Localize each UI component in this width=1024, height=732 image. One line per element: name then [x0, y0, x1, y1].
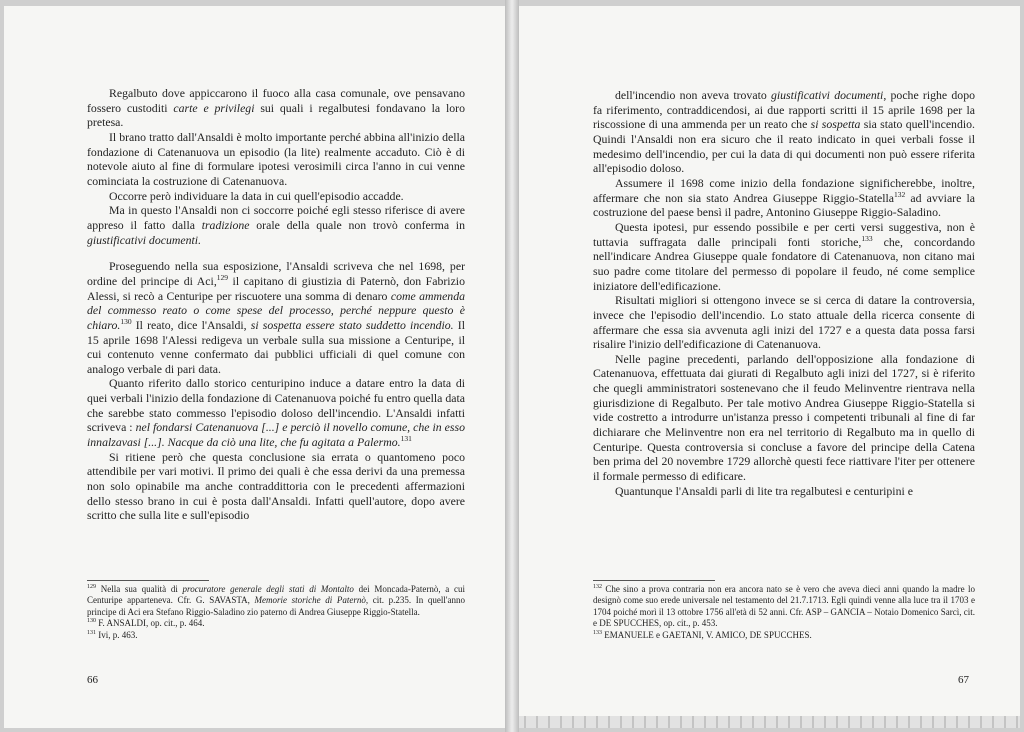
text-run: ad avviare la costruzione del paese bensì il padre, Antonino Giuseppe Riggio-Saladino.: [593, 190, 975, 220]
paragraph: [87, 86, 465, 130]
text-run: Ivi, p. 463.: [96, 629, 138, 640]
text-run: Quantunque l'Ansaldi parli di lite tra regalbutesi e centuripini e: [615, 483, 913, 498]
text-run: sui quali i regalbutesi fondavano la loro pretesa.: [87, 100, 465, 130]
footnote-ref: 132: [894, 189, 906, 199]
paragraph: [593, 484, 975, 499]
text-run: orale della quale non trovò conferma in: [249, 217, 465, 232]
paragraph: [87, 630, 465, 641]
text-run: che, concordando nell'indicare Andrea Giuseppe quale fondatore di Catenanuova, non citano mai suo padre come titolare del permesso di popolare il feudo, né come semplice iniziatore dell'edificazione.: [593, 234, 975, 293]
text-run: Ma in questo l'Ansaldi non ci soccorre poiché egli stesso riferisce di avere appreso il fatto dalla: [87, 203, 465, 232]
page-number-left: 66: [87, 674, 98, 686]
book-gutter: [505, 0, 519, 732]
text-run: , poche righe dopo fa riferimento, contraddicendosi, ai due rapporti scritti il 15 aprile 1698 per la riscossione di una ammenda per un reato che: [593, 88, 975, 132]
italic-run: procuratore generale degli stati di Montalto: [182, 584, 354, 594]
paragraph: [87, 259, 465, 376]
text-run: Quanto riferito dallo storico centuripino induce a datare entro la data di quei verbali l'inizio della fondazione di Catenanuova poiché fu entro quella data che sarebbe stato commesso l'episodio doloso dell'incendio. L'Ansaldi infatti scriveva :: [87, 376, 465, 435]
text-run: EMANUELE e GAETANI, V. AMICO, DE SPUCCHES.: [602, 629, 812, 640]
text-run: Proseguendo nella sua esposizione, l'Ansaldi scriveva che nel 1698, per ordine del principe di Aci,: [87, 259, 465, 288]
footnote-ref: 132: [593, 584, 602, 590]
text-run: Questa ipotesi, pur essendo possibile e per certi versi suggestiva, non è tuttavia suffragata dalle principali fonti storiche,: [593, 219, 975, 249]
right-body-text: [593, 88, 975, 498]
paragraph: [87, 376, 465, 449]
left-footnotes: [87, 584, 465, 641]
text-run: F. ANSALDI, op. cit., p. 464.: [96, 618, 205, 629]
footnote-divider: [593, 580, 715, 581]
text-run: Il reato, dice l'Ansaldi,: [131, 317, 251, 332]
italic-run: tradizione: [201, 217, 250, 232]
page-number-right: 67: [958, 674, 969, 686]
footnote-ref: 131: [87, 629, 96, 636]
paragraph: [87, 450, 465, 523]
paragraph: [593, 352, 975, 484]
italic-run: Memorie storiche di Paternò: [254, 595, 366, 606]
left-body-text: [87, 86, 465, 523]
text-run: dei Moncada-Paternò, a cui Centuripe apparteneva. Cfr. G. SAVASTA,: [87, 584, 465, 606]
footnote-ref: 129: [216, 272, 229, 282]
text-run: Nella sua qualità di: [96, 584, 183, 594]
text-run: Il 15 aprile 1698 l'Alessi redigeva un verbale sulla sua missione a Centuripe, il cui contenuto venne confermato dai pubblici ufficiali di quel comune con analogo verbale di pari data.: [87, 317, 466, 376]
text-run: Si ritiene però che questa conclusione sia errata o quantomeno poco attendibile per vari motivi. Il primo dei quali è che essa derivi da una premessa non solo opinabile ma anche contraddittoria con le precedenti affermazioni dello stesso brano in cui è posta dall'Ansaldi. Infatti quell'autore, dopo avere scritto che sulla lite e sull'episodio: [87, 449, 465, 523]
text-run: Assumere il 1698 come inizio della fondazione significherebbe, inoltre, affermare che non sia stato Andrea Giuseppe Riggio-Statella: [593, 175, 975, 205]
paragraph: [87, 584, 465, 618]
footnote-ref: 130: [87, 618, 96, 625]
left-page: [4, 6, 510, 728]
italic-run: si sospetta essere stato suddetto incendio.: [250, 317, 454, 332]
paragraph: [87, 618, 465, 629]
text-run: Risultati migliori si ottengono invece se si cerca di datare la controversia, invece che l'episodio dell'incendio. Lo stato attuale della ricerca consente di affermare che essa sia avvenuta agli inizi del 1727 e a questa data possa farsi risalire l'inizio dell'edificazione di Catenanuova.: [593, 293, 975, 352]
paragraph: [87, 203, 465, 247]
right-page: [514, 6, 1020, 728]
paragraph: [593, 630, 975, 641]
text-run: il capitano di giustizia di Paternò, don Fabrizio Alessi, si recò a Centuripe per riscuotere una somma di denaro: [87, 273, 465, 303]
footnote-ref: 133: [593, 629, 602, 636]
footnote-ref: 130: [120, 316, 132, 326]
italic-run: nel fondarsi Catenanuova [...] e perciò il novello comune, che in esso innalzavasi [...]. Nacque da ciò una lite, che fu agitata a Palermo.: [87, 420, 465, 450]
paragraph: [593, 88, 975, 176]
text-run: dell'incendio non aveva trovato: [615, 88, 771, 102]
paragraph: [87, 189, 465, 204]
italic-run: giustificativi documenti.: [87, 232, 202, 247]
italic-run: si sospetta: [810, 117, 861, 132]
text-run: Regalbuto dove appiccarono il fuoco alla casa comunale, ove pensavano fossero custoditi: [87, 86, 465, 115]
scan-edge-strip: [514, 716, 1020, 728]
footnote-ref: 129: [87, 584, 96, 590]
right-footnotes: [593, 584, 975, 641]
text-run: Nelle pagine precedenti, parlando dell'opposizione alla fondazione di Catenanuova, effettuata dai giurati di Regalbuto agli inizi del 1727, si è riferito che quegli amministratori sostenevano che il feudo Melinventre rientrava nella giurisdizione di Regalbuto. Per tale motivo Andrea Giuseppe Riggio-Statella si vide costretto a introdurre un'istanza presso i competenti tribunali al fine di far dichiarare che Melinventre non era nel territorio di Regalbuto ma in quello di Centuripe. Questa controversia si concluse a favore del principe della Catena ben prima del 20 novembre 1729 allorchè questi fece riattivare l'iter per ottenere il formale permesso di edificare.: [593, 351, 975, 484]
italic-run: come ammenda del commesso reato o come spese del processo, perché neppure questo è chiaro.: [87, 288, 465, 332]
italic-run: carte e privilegi: [173, 100, 255, 115]
footnote-divider: [87, 580, 209, 581]
text-run: Il brano tratto dall'Ansaldi è molto importante perché abbina all'inizio della fondazione di Catenanuova un episodio (la lite) realmente accaduto. Ciò è di notevole aiuto al fine di formulare ipotesi verosimili circa l'anno in cui venne cominciata la costruzione di Catenanuova.: [87, 129, 465, 188]
paragraph: [593, 584, 975, 630]
paragraph: [593, 220, 975, 293]
text-run: sia stato quell'incendio. Quindi l'Ansaldi non era sicuro che il reato indicato in quei verbali fosse il medesimo dell'incendio, per cui la data di qui documenti non può essere riferita all'episodio doloso.: [593, 117, 975, 176]
paragraph: [593, 176, 975, 220]
text-run: Occorre però individuare la data in cui quell'episodio accadde.: [109, 188, 404, 203]
italic-run: giustificativi documenti: [770, 88, 884, 102]
footnote-ref: 133: [861, 233, 873, 243]
paragraph: [593, 293, 975, 352]
paragraph: [87, 130, 465, 189]
text-run: Che sino a prova contraria non era ancora nato se è vero che aveva dieci anni quando la madre lo designò come suo erede universale nel testamento del 21.7.1713. Egli quindi venne alla luce tra il 1703 e 1704 poiché morì il 13 ottobre 1756 all'età di 52 anni. Cfr. ASP – GANCIA – Notaio Domenico Sarcì, cit. e DE SPUCCHES, op. cit., p. 453.: [593, 584, 975, 629]
footnote-ref: 131: [400, 434, 412, 444]
text-run: , cit. p.235. In quell'anno principe di Aci era Stefano Riggio-Saladino zio paterno di Andrea Giuseppe Riggio-Statella.: [87, 595, 466, 617]
